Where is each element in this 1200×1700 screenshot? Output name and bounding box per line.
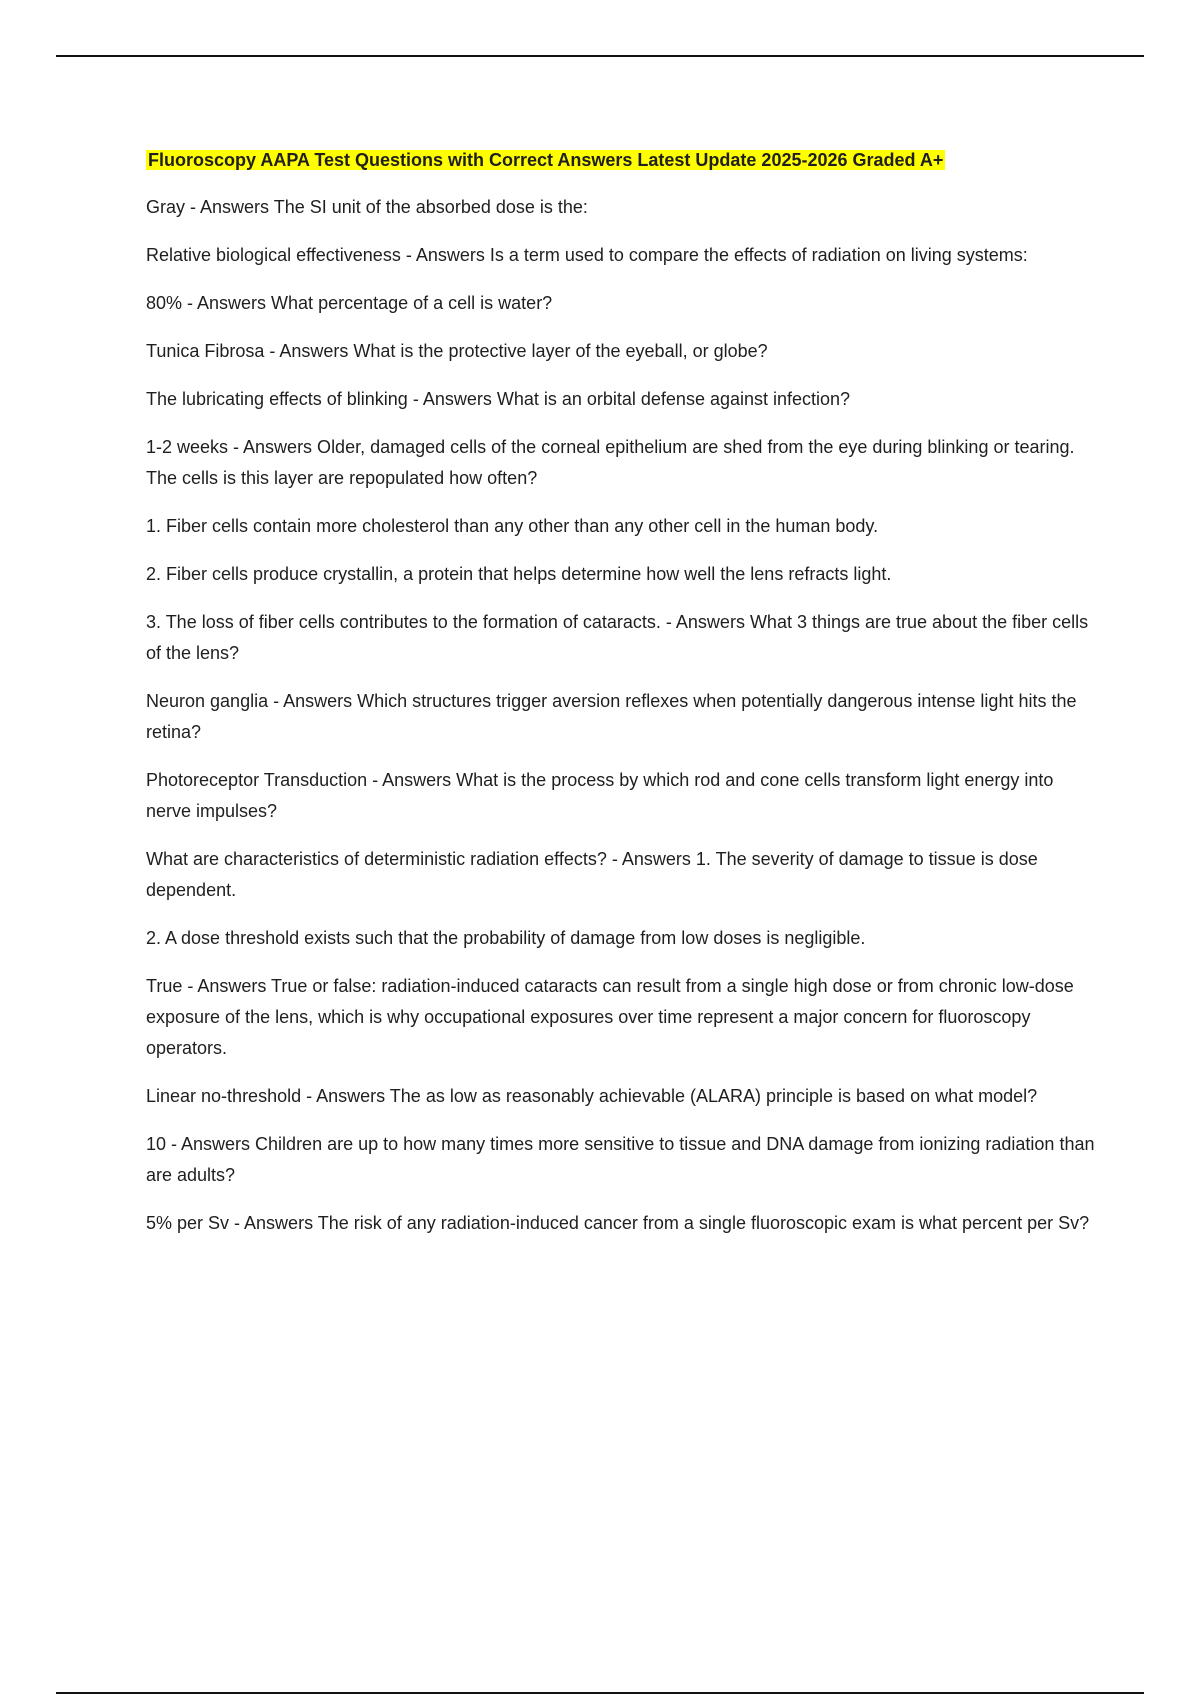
qa-paragraph: 10 - Answers Children are up to how many times more sensitive to tissue and DNA damage from ionizing radiation than are adults? xyxy=(146,1134,1095,1185)
qa-paragraph: What are characteristics of deterministic radiation effects? - Answers 1. The severity of damage to tissue is dose dependent. xyxy=(146,849,1038,900)
document-body xyxy=(146,145,1096,1256)
qa-paragraph: Gray - Answers The SI unit of the absorbed dose is the: xyxy=(146,197,588,217)
footer-rule xyxy=(56,1692,1144,1694)
qa-paragraph: 5% per Sv - Answers The risk of any radiation-induced cancer from a single fluoroscopic exam is what percent per Sv? xyxy=(146,1213,1090,1233)
qa-paragraph: Linear no-threshold - Answers The as low as reasonably achievable (ALARA) principle is based on what model? xyxy=(146,1086,1038,1106)
qa-paragraph: Neuron ganglia - Answers Which structures trigger aversion reflexes when potentially dangerous intense light hits the retina? xyxy=(146,691,1077,742)
title-highlight: Fluoroscopy AAPA Test Questions with Correct Answers Latest Update 2025-2026 Graded A+ xyxy=(148,150,944,170)
qa-paragraph: 2. Fiber cells produce crystallin, a protein that helps determine how well the lens refracts light. xyxy=(146,564,892,584)
qa-paragraph: Photoreceptor Transduction - Answers What is the process by which rod and cone cells transform light energy into nerve impulses? xyxy=(146,770,1054,821)
qa-paragraph: 2. A dose threshold exists such that the probability of damage from low doses is negligible. xyxy=(146,928,866,948)
qa-paragraph: 80% - Answers What percentage of a cell is water? xyxy=(146,293,553,313)
header-rule xyxy=(56,55,1144,57)
qa-paragraph: 1. Fiber cells contain more cholesterol than any other than any other cell in the human body. xyxy=(146,516,879,536)
qa-paragraph: The lubricating effects of blinking - Answers What is an orbital defense against infection? xyxy=(146,389,851,409)
qa-paragraph: 3. The loss of fiber cells contributes to the formation of cataracts. - Answers What 3 things are true about the fiber cells of the lens? xyxy=(146,612,1089,663)
qa-paragraph: True - Answers True or false: radiation-induced cataracts can result from a single high dose or from chronic low-dose exposure of the lens, which is why occupational exposures over time represent a major concern for fluoroscopy operators. xyxy=(146,976,1074,1058)
qa-paragraph: Relative biological effectiveness - Answers Is a term used to compare the effects of radiation on living systems: xyxy=(146,245,1028,265)
qa-paragraph: Tunica Fibrosa - Answers What is the protective layer of the eyeball, or globe? xyxy=(146,341,768,361)
qa-paragraph: 1-2 weeks - Answers Older, damaged cells of the corneal epithelium are shed from the eye during blinking or tearing. The cells is this layer are repopulated how often? xyxy=(146,437,1075,488)
document-title xyxy=(146,145,1096,175)
